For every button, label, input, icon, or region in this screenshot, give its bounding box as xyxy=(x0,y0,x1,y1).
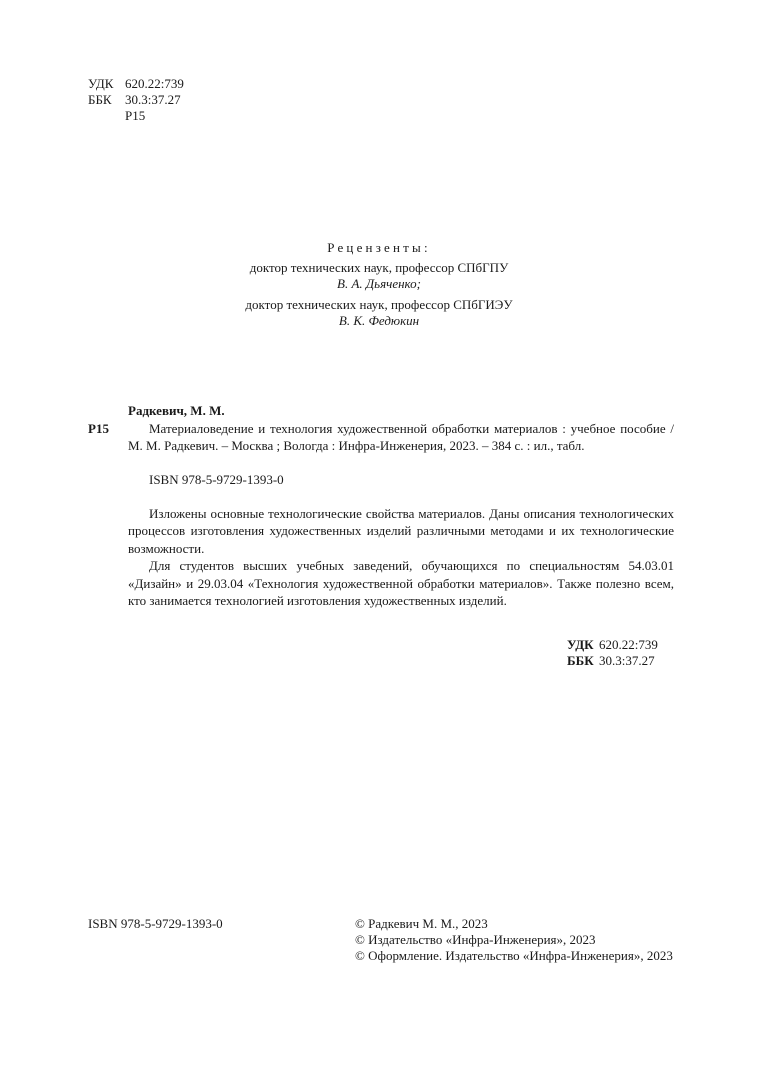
udk-label-bottom: УДК xyxy=(567,637,594,652)
reviewer-1-name: В. А. Дьяченко; xyxy=(337,276,421,291)
udk-row-bottom xyxy=(567,637,658,653)
author-mark: Р15 xyxy=(125,108,146,123)
bbk-label-bottom: ББК xyxy=(567,653,594,668)
classification-bottom xyxy=(567,637,658,669)
reviewers-block xyxy=(0,240,758,329)
annotation xyxy=(128,505,674,609)
reviewer-2-name: В. К. Федюкин xyxy=(338,313,420,328)
udk-code-bottom: 620.22:739 xyxy=(599,637,658,652)
classification-top xyxy=(88,76,184,124)
copyright-block xyxy=(355,916,673,964)
bbk-code-bottom: 30.3:37.27 xyxy=(599,653,655,668)
bbk-row-bottom xyxy=(567,653,658,669)
bbk-label: ББК xyxy=(88,92,112,107)
reviewer-1-position: доктор технических наук, профессор СПбГПУ xyxy=(249,260,509,275)
copyright-design: © Оформление. Издательство «Инфра-Инженерия», 2023 xyxy=(355,948,673,963)
biblio-author: Радкевич, М. М. xyxy=(128,403,225,418)
footer-isbn: ISBN 978-5-9729-1393-0 xyxy=(88,916,223,931)
copyright-publisher: © Издательство «Инфра-Инженерия», 2023 xyxy=(355,932,596,947)
udk-code: 620.22:739 xyxy=(125,76,184,91)
annotation-paragraph-2: Для студентов высших учебных заведений, обучающихся по специальностям 54.03.01 «Дизайн» и 29.03.04 «Технология художественной обработки материалов». Также полезно всем, кто занимается технологией изготовления художественных изделий. xyxy=(128,558,674,609)
annotation-paragraph-1: Изложены основные технологические свойства материалов. Даны описания технологических процессов изготовления художественных изделий различными методами и их технологические возможности. xyxy=(128,506,674,556)
reviewer-2-position: доктор технических наук, профессор СПбГИЭУ xyxy=(245,297,513,312)
bbk-code: 30.3:37.27 xyxy=(125,92,181,107)
reviewers-title: Рецензенты: xyxy=(327,240,431,255)
biblio-isbn: ISBN 978-5-9729-1393-0 xyxy=(149,472,284,487)
biblio-description: Материаловедение и технология художественной обработки материалов : учебное пособие / М. М. Радкевич. – Москва ; Вологда : Инфра-Инженерия, 2023. – 384 с. : ил., табл. xyxy=(128,421,674,453)
udk-label: УДК xyxy=(88,76,114,91)
udk-row xyxy=(88,76,184,92)
copyright-author: © Радкевич М. М., 2023 xyxy=(355,916,488,931)
bbk-row xyxy=(88,92,184,108)
biblio-code: Р15 xyxy=(88,421,109,436)
